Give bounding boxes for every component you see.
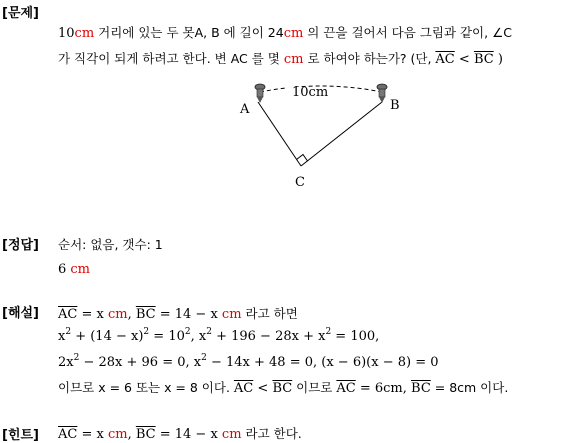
exponent: 2	[143, 327, 150, 337]
hint-text: = 14 − x	[155, 427, 222, 442]
hint-text: ,	[127, 427, 136, 442]
distance-label: 10cm	[292, 85, 329, 100]
solution-text: = 8cm 이다.	[430, 380, 509, 395]
math-term: 2x	[58, 355, 74, 370]
problem-text: 의 끈을 걸어서 다음 그림과 같이, ∠C	[303, 25, 513, 40]
segment-ac: $\overline{AC}$	[233, 381, 254, 396]
solution-text: = x	[77, 307, 108, 322]
hint-line-1	[58, 424, 302, 442]
unit-cm: cm	[283, 52, 304, 67]
side-ac	[258, 102, 301, 166]
segment-bc: $\overline{BC}$	[135, 427, 156, 442]
exponent: 2	[73, 353, 80, 363]
exponent: 2	[201, 353, 207, 363]
problem-text: 가 직각이 되게 하려고 한다. 변 AC 를 몇	[58, 51, 284, 66]
problem-text: 10	[58, 26, 75, 41]
hint-text: = x	[77, 427, 108, 442]
unit-cm: cm	[221, 427, 242, 442]
math-term: − 28x + 96 = 0, x	[79, 355, 202, 370]
unit-cm: cm	[107, 427, 128, 442]
problem-label: [문제]	[2, 6, 39, 21]
solution-line-2	[58, 329, 379, 344]
solution-text: ,	[127, 307, 136, 322]
unit-cm: cm	[107, 307, 128, 322]
segment-ac: $\overline{AC}$	[435, 52, 455, 67]
segment-ac: $\overline{AC}$	[58, 307, 78, 322]
solution-text: = 14 − x	[155, 307, 222, 322]
side-bc	[301, 102, 382, 166]
solution-text: 라고 하면	[241, 306, 298, 321]
exponent: 2	[206, 327, 212, 337]
math-term: + 196 − 28x + x	[211, 329, 326, 344]
solution-line-1	[58, 304, 298, 322]
math-term: − 14x + 48 = 0, (x − 6)(x − 8) = 0	[206, 355, 439, 370]
unit-cm: cm	[74, 26, 95, 41]
math-term: = 100,	[331, 329, 380, 344]
less-than: <	[253, 381, 273, 396]
solution-text: 이므로	[292, 380, 337, 395]
solution-text: 이므로 x = 6 또는 x = 8 이다.	[58, 380, 234, 395]
problem-text: )	[493, 52, 503, 67]
segment-ac: $\overline{AC}$	[336, 381, 356, 396]
label-a: A	[240, 102, 250, 117]
nail-b-icon	[377, 84, 387, 103]
segment-ac: $\overline{AC}$	[58, 427, 78, 442]
problem-line-1	[58, 23, 512, 41]
hint-label: [힌트]	[2, 428, 39, 443]
exponent: 2	[65, 327, 72, 337]
exponent: 2	[184, 327, 191, 337]
less-than: <	[454, 52, 474, 67]
math-term: , x	[190, 329, 207, 344]
label-c: C	[295, 175, 305, 190]
segment-bc: $\overline{BC}$	[272, 381, 293, 396]
triangle-figure	[232, 78, 412, 190]
right-angle-mark	[297, 155, 308, 162]
nail-a-icon	[255, 84, 265, 103]
unit-cm: cm	[221, 307, 242, 322]
answer-meta: 순서: 없음, 갯수: 1	[58, 237, 163, 252]
unit-cm: cm	[283, 26, 304, 41]
problem-line-2	[58, 49, 503, 67]
math-term: + (14 − x)	[71, 329, 144, 344]
solution-line-4	[58, 378, 508, 396]
solution-text: = 6cm,	[355, 381, 412, 396]
answer-value	[58, 262, 90, 277]
answer-number: 6	[58, 262, 71, 277]
solution-label: [해설]	[2, 306, 39, 321]
segment-bc: $\overline{BC}$	[411, 381, 431, 396]
segment-bc: $\overline{BC}$	[473, 52, 494, 67]
solution-line-3	[58, 355, 439, 370]
problem-text: 로 하여야 하는가? (단,	[303, 51, 436, 66]
label-b: B	[390, 98, 400, 113]
unit-cm: cm	[70, 262, 91, 277]
hint-text: 라고 한다.	[241, 426, 302, 441]
exponent: 2	[325, 327, 332, 337]
answer-label: [정답]	[2, 238, 39, 253]
math-term: x	[58, 329, 66, 344]
segment-bc: $\overline{BC}$	[135, 307, 156, 322]
math-term: = 10	[149, 329, 185, 344]
problem-text: 거리에 있는 두 못A, B 에 길이 24	[94, 25, 284, 40]
